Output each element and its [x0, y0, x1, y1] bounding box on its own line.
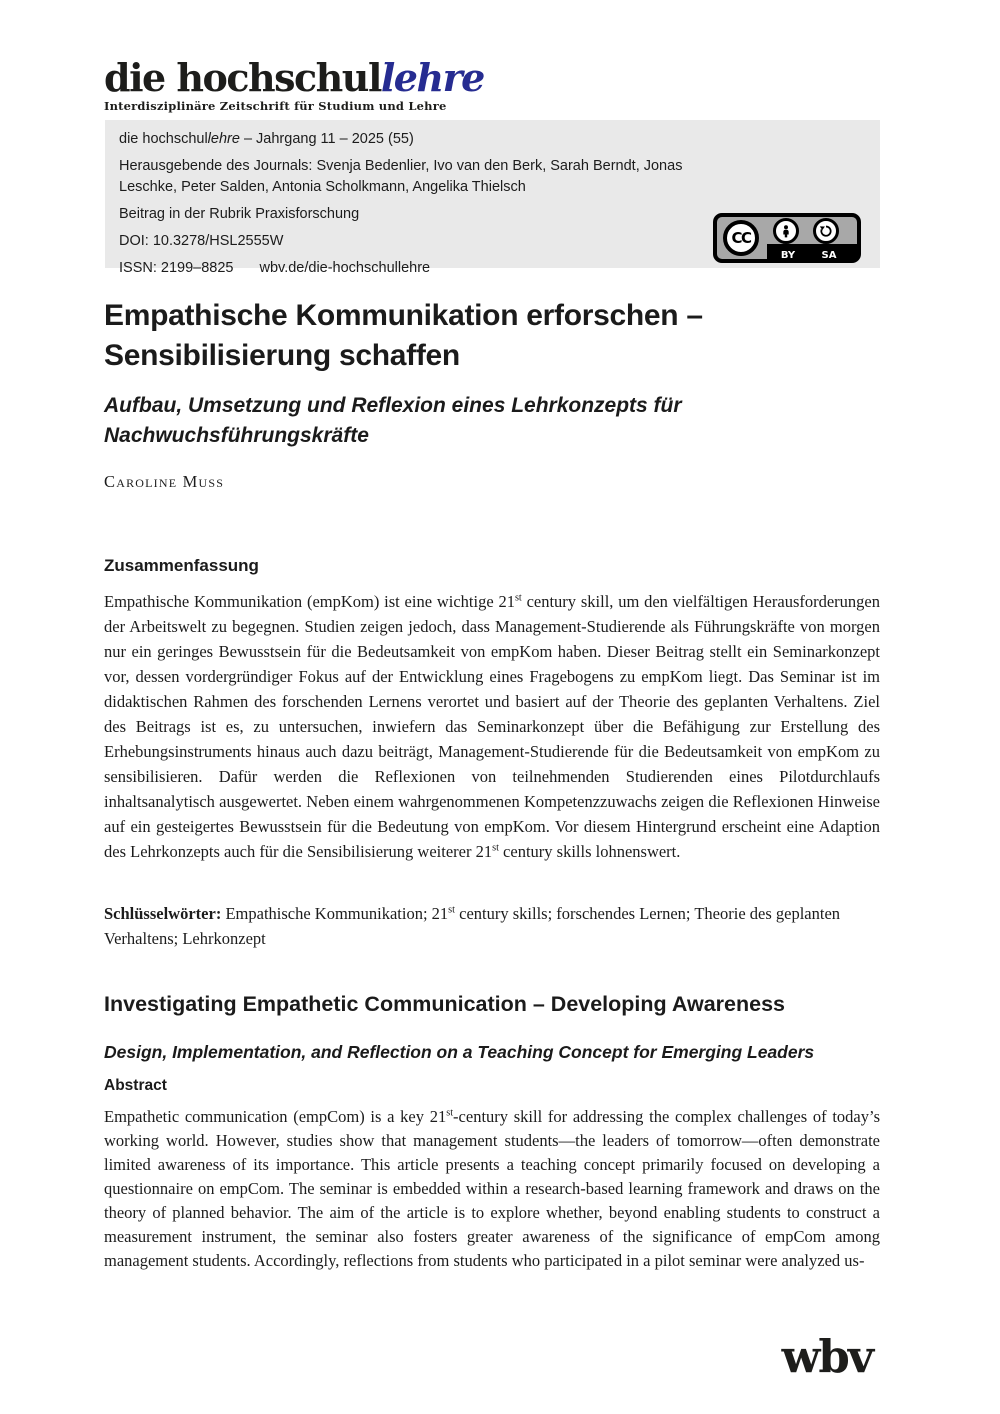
abstract-de-seg3: century skills lohnenswert.	[498, 842, 681, 861]
cc-logo-icon	[723, 220, 759, 256]
article-title	[104, 296, 884, 376]
journal-tagline: Interdisziplinäre Zeitschrift für Studium und Lehre	[104, 99, 447, 113]
keywords-line	[104, 901, 880, 951]
article-title-line1: Empathische Kommunikation erforschen –	[104, 299, 703, 332]
article-title-line2: Sensibilisierung schaffen	[104, 339, 460, 372]
journal-issue-italic: lehre	[207, 131, 240, 147]
abstract-en-seg2: -century skill for addressing the complex challenges of today’s working world. However, studies show that management students—the leaders of tomorrow—often demonstrate limited awareness of its importance. This article presents a teaching concept primarily focused on developing a questionnaire on empCom. The seminar is embedded within a research-based learning framework and draws on the theory of planned behavior. The aim of the article is to explore whether, beyond enabling students to construct a measurement instrument, the seminar also fosters greater awareness of the significance of empCom among management students. Accordingly, reflections from students who participated in a pilot seminar were analyzed us-	[104, 1107, 880, 1270]
cc-sa-label: SA	[821, 250, 837, 261]
author-name: Caroline Muss	[104, 472, 225, 491]
abstract-en-text	[104, 1105, 880, 1273]
journal-issue-suffix: – Jahrgang 11 – 2025 (55)	[239, 131, 414, 147]
superscript-st: st	[446, 1107, 454, 1119]
english-title: Investigating Empathetic Communication – Developing Awareness	[104, 992, 785, 1016]
abstract-en-seg1: Empathetic communication (empCom) is a key 21	[104, 1107, 447, 1126]
article-subtitle-line2: Nachwuchsführungskräfte	[104, 424, 369, 447]
doi-line: DOI: 10.3278/HSL2555W	[119, 233, 284, 249]
article-subtitle	[104, 391, 884, 451]
publication-info-box	[105, 120, 880, 276]
wbv-publisher-logo: wbv	[781, 1330, 872, 1383]
journal-url-link[interactable]: wbv.de/die-hochschullehre	[259, 260, 431, 276]
superscript-st: st	[514, 592, 522, 604]
cc-by-person-icon	[773, 218, 799, 244]
journal-logo	[104, 55, 484, 113]
journal-logo-wordmark	[104, 55, 484, 100]
cc-by-label: BY	[780, 250, 796, 261]
cc-logo-letters: CC	[731, 228, 751, 247]
english-subtitle: Design, Implementation, and Reflection on a Teaching Concept for Emerging Leaders	[104, 1042, 815, 1062]
cc-by-sa-license-badge	[713, 213, 861, 263]
abstract-en-heading: Abstract	[104, 1077, 167, 1094]
superscript-st: st	[448, 904, 455, 916]
keywords-seg2: century skills; forschendes Lernen; Theorie des geplanten Verhaltens; Lehrkonzept	[104, 904, 841, 948]
keywords-seg1: Empathische Kommunikation; 21	[221, 904, 449, 923]
editors-line: Herausgebende des Journals: Svenja Bedenlier, Ivo van den Berk, Sarah Berndt, Jonas Leschke, Peter Salden, Antonia Scholkmann, Angelika Thielsch	[119, 158, 683, 195]
article-subtitle-line1: Aufbau, Umsetzung und Reflexion eines Lehrkonzepts für	[104, 394, 682, 417]
cc-sa-arrow-icon	[813, 218, 839, 244]
journal-issue-prefix: die hochschul	[119, 131, 208, 147]
journal-logo-text-black: die hochschul	[104, 55, 381, 100]
journal-logo-text-blue: lehre	[380, 55, 484, 100]
abstract-de-heading: Zusammenfassung	[104, 556, 259, 575]
keywords-label: Schlüsselwörter:	[104, 904, 222, 923]
rubric-line: Beitrag in der Rubrik Praxisforschung	[119, 206, 360, 222]
journal-issue-line	[119, 129, 866, 150]
superscript-st: st	[492, 842, 499, 854]
cc-attribution-strip	[767, 244, 857, 259]
abstract-de-seg1: Empathische Kommunikation (empKom) ist eine wichtige 21	[104, 592, 515, 611]
abstract-de-seg2: century skill, um den vielfältigen Herausforderungen der Arbeitswelt zu begegnen. Studien zeigen jedoch, dass Management-Studierende als Führungskräfte von morgen nur ein geringes Bewusstsein für die Bedeutsamkeit von empKom haben. Dieser Beitrag stellt ein Seminarkonzept vor, dessen vordergründiger Fokus auf der Entwicklung eines Fragebogens zu empKom liegt. Das Seminar ist im didaktischen Rahmen des forschenden Lernens verortet und basiert auf der Theorie des geplanten Verhaltens. Ziel des Beitrags ist es, zu untersuchen, inwiefern das Seminarkonzept über die Befähigung zur Erstellung des Erhebungsinstruments hinaus auch dazu beiträgt, Management-Studierende für die Bedeutsamkeit von empKom zu sensibilisieren. Dafür werden die Reflexionen von teilnehmenden Studierenden eines Pilotdurchlaufs inhaltsanalytisch ausgewertet. Neben einem wahrgenommenen Kompetenzzuwachs zeigen die Reflexionen Hinweise auf ein gesteigertes Bewusstsein für die Bedeutung von empKom. Vor diesem Hintergrund erscheint eine Adaption des Lehrkonzepts auch für die Sensibilisierung weiterer 21	[104, 592, 880, 861]
abstract-de-text	[104, 589, 880, 864]
issn-number: ISSN: 2199–8825	[119, 260, 234, 276]
